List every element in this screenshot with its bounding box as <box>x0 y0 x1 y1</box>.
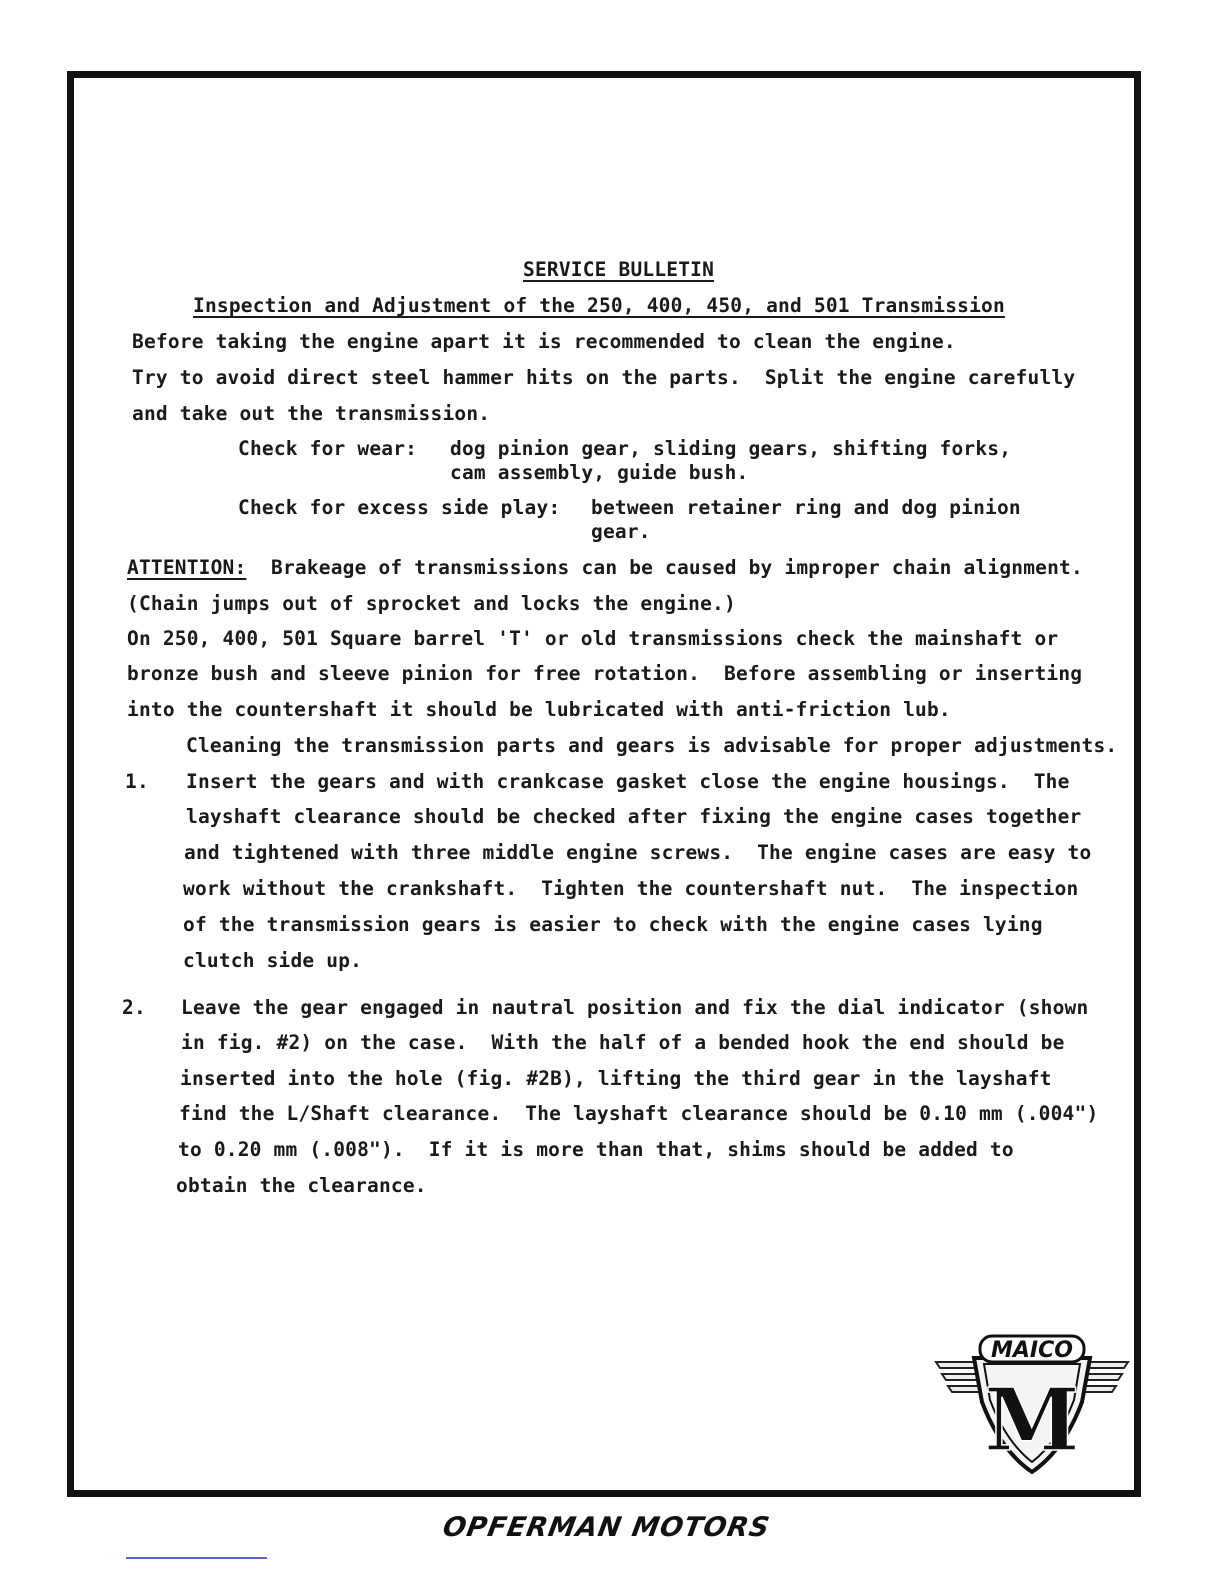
step1-line: and tightened with three middle engine screws. The engine cases are easy to <box>184 841 1092 864</box>
logo-letter: M <box>984 1370 1080 1471</box>
check-wear-line: dog pinion gear, sliding gears, shifting forks, <box>450 437 1012 460</box>
attention-line: Brakeage of transmissions can be caused by improper chain alignment. <box>271 556 1083 579</box>
old-trans-line: into the countershaft it should be lubricated with anti-friction lub. <box>127 698 951 721</box>
step1-line: Insert the gears and with crankcase gasket close the engine housings. The <box>186 770 1070 793</box>
check-play-line: between retainer ring and dog pinion <box>591 496 1021 519</box>
check-play-line: gear. <box>591 520 651 543</box>
footer-link-underline <box>126 1557 267 1559</box>
old-trans-line: bronze bush and sleeve pinion for free rotation. Before assembling or inserting <box>127 662 1083 685</box>
step1-line: clutch side up. <box>183 949 363 972</box>
step-number: 2. <box>122 996 146 1019</box>
check-wear-label: Check for wear: <box>238 437 418 460</box>
logo-text: MAICO <box>991 1338 1073 1363</box>
maico-logo <box>934 1332 1130 1474</box>
check-play-label: Check for excess side play: <box>238 496 561 519</box>
intro-line: Before taking the engine apart it is recommended to clean the engine. <box>132 330 956 353</box>
cleaning-line: Cleaning the transmission parts and gears is advisable for proper adjustments. <box>186 734 1118 757</box>
step2-line: to 0.20 mm (.008"). If it is more than that, shims should be added to <box>178 1138 1014 1161</box>
attention-line: (Chain jumps out of sprocket and locks the engine.) <box>127 592 736 615</box>
step-number: 1. <box>125 770 149 793</box>
step1-line: of the transmission gears is easier to check with the engine cases lying <box>183 913 1043 936</box>
intro-line: and take out the transmission. <box>132 402 491 425</box>
step1-line: layshaft clearance should be checked after fixing the engine cases together <box>186 805 1082 828</box>
step2-line: find the L/Shaft clearance. The layshaft clearance should be 0.10 mm (.004") <box>179 1102 1099 1125</box>
step2-line: in fig. #2) on the case. With the half of a bended hook the end should be <box>181 1031 1065 1054</box>
step2-line: Leave the gear engaged in nautral position and fix the dial indicator (shown <box>181 996 1089 1019</box>
step2-line: inserted into the hole (fig. #2B), lifting the third gear in the layshaft <box>180 1067 1052 1090</box>
attention-label: ATTENTION: <box>127 556 247 579</box>
old-trans-line: On 250, 400, 501 Square barrel 'T' or old transmissions check the mainshaft or <box>127 627 1059 650</box>
bulletin-subtitle: Inspection and Adjustment of the 250, 400, 450, and 501 Transmission <box>193 294 1005 317</box>
step1-line: work without the crankshaft. Tighten the countershaft nut. The inspection <box>183 877 1079 900</box>
bulletin-title: SERVICE BULLETIN <box>523 258 715 281</box>
check-wear-line: cam assembly, guide bush. <box>450 461 749 484</box>
footer-brand: OPFERMAN MOTORS <box>440 1512 773 1543</box>
step2-line: obtain the clearance. <box>176 1174 427 1197</box>
intro-line: Try to avoid direct steel hammer hits on the parts. Split the engine carefully <box>132 366 1076 389</box>
